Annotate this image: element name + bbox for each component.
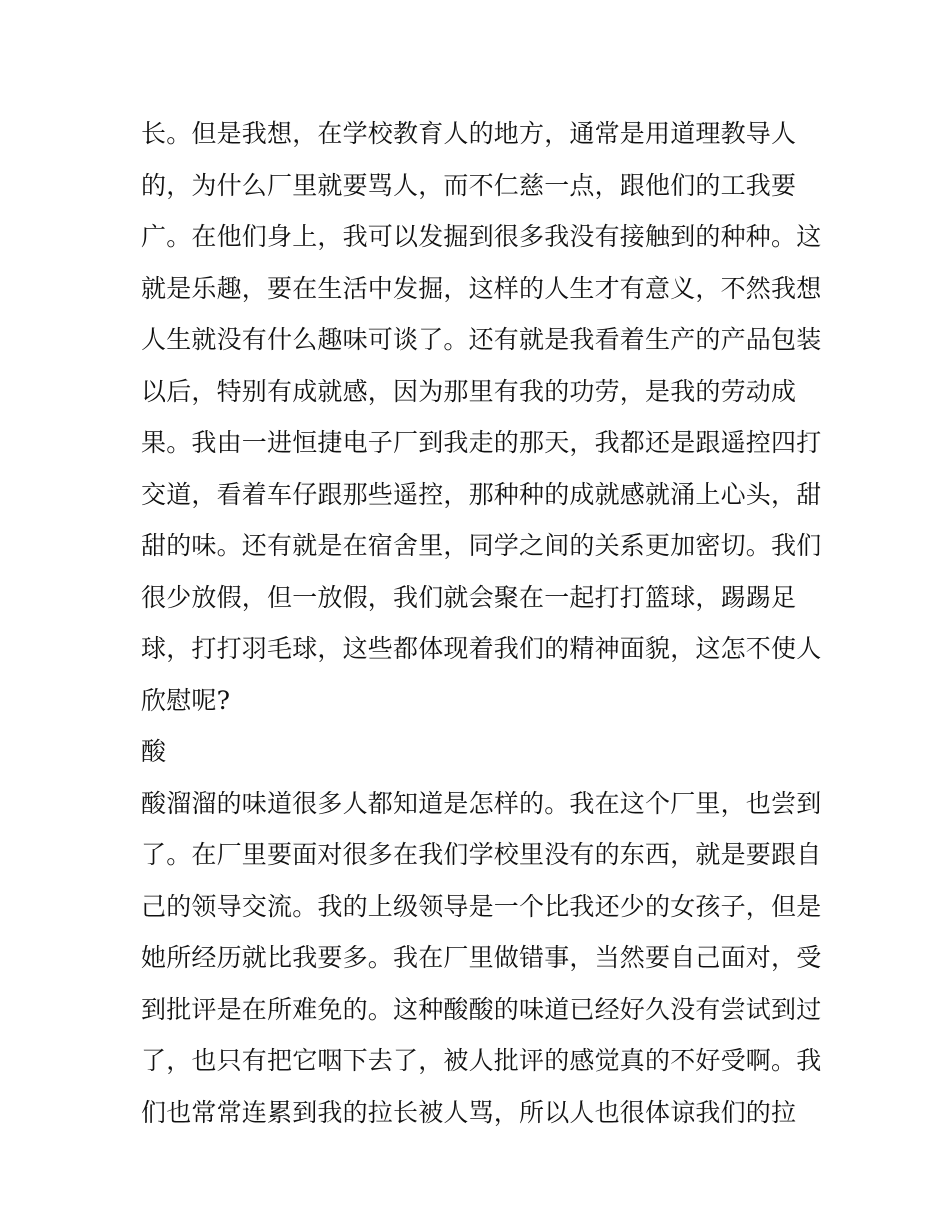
text-line: 果。我由一进恒捷电子厂到我走的那天，我都还是跟遥控四打 [141, 428, 822, 457]
text-line: 以后，特别有成就感，因为那里有我的功劳，是我的劳动成 [141, 376, 797, 406]
text-line: 就是乐趣，要在生活中发掘，这样的人生才有意义，不然我想 [141, 273, 822, 303]
text-line: 们也常常连累到我的拉长被人骂，所以人也很体谅我们的拉 [141, 1097, 797, 1127]
text-line: 了，也只有把它咽下去了，被人批评的感觉真的不好受啊。我 [141, 1046, 822, 1075]
text-line: 很少放假，但一放假，我们就会聚在一起打打篮球，踢踢足 [141, 582, 797, 612]
section-heading: 酸 [141, 737, 167, 766]
text-line: 欣慰呢? [141, 685, 231, 715]
text-line: 了。在厂里要面对很多在我们学校里没有的东西，就是要跟自 [141, 840, 822, 869]
text-line: 己的领导交流。我的上级领导是一个比我还少的女孩子，但是 [141, 891, 822, 921]
text-line: 她所经历就比我要多。我在厂里做错事，当然要自己面对，受 [141, 943, 822, 972]
text-line: 广。在他们身上，我可以发掘到很多我没有接触到的种种。这 [141, 222, 822, 251]
text-line: 交道，看着车仔跟那些遥控，那种种的成就感就涌上心头，甜 [141, 479, 822, 509]
text-line: 球，打打羽毛球，这些都体现着我们的精神面貌，这怎不使人 [141, 634, 822, 663]
text-line: 长。但是我想，在学校教育人的地方，通常是用道理教导人 [141, 119, 797, 148]
text-line: 到批评是在所难免的。这种酸酸的味道已经好久没有尝试到过 [141, 994, 822, 1024]
text-line: 酸溜溜的味道很多人都知道是怎样的。我在这个厂里，也尝到 [141, 788, 822, 818]
text-line: 甜的味。还有就是在宿舍里，同学之间的关系更加密切。我们 [141, 531, 822, 560]
text-line: 人生就没有什么趣味可谈了。还有就是我看着生产的产品包装 [141, 325, 822, 354]
text-line: 的，为什么厂里就要骂人，而不仁慈一点，跟他们的工我要 [141, 170, 797, 200]
body-text [141, 108, 821, 1138]
